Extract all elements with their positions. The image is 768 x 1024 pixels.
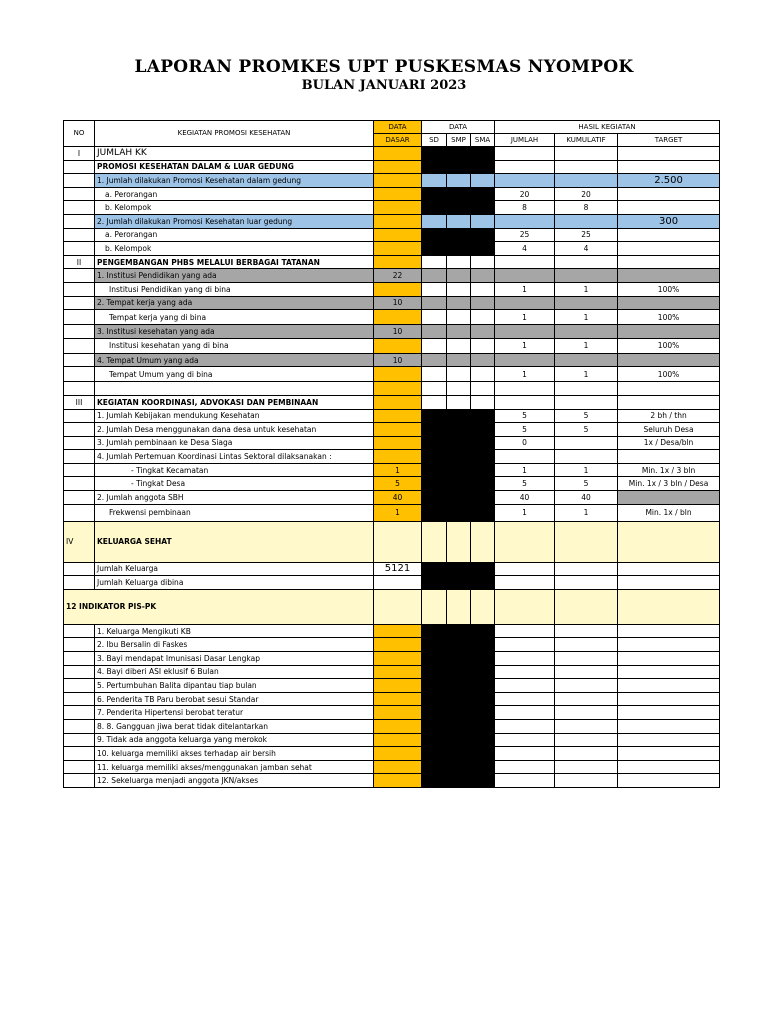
indicator-item: 1. Keluarga Mengikuti KB <box>95 624 374 638</box>
row-label: - Tingkat Kecamatan <box>95 463 374 477</box>
row-jumlah: 0 <box>495 436 555 450</box>
row-label: KELUARGA SEHAT <box>95 521 374 562</box>
table-row <box>64 463 720 477</box>
indicator-item: 6. Penderita TB Paru berobat sesui Standar <box>95 692 374 706</box>
header-no: NO <box>64 121 95 147</box>
row-kumulatif: 5 <box>555 423 618 437</box>
table-row <box>64 269 720 283</box>
indicator-item: 7. Penderita Hipertensi berobat teratur <box>95 706 374 720</box>
table-row <box>64 409 720 423</box>
table-row <box>64 242 720 256</box>
row-target: 100% <box>618 282 720 296</box>
row-dasar: 5121 <box>374 562 422 576</box>
row-jumlah: 1 <box>495 504 555 521</box>
row-label: Jumlah Keluarga <box>95 562 374 576</box>
table-row <box>64 296 720 310</box>
table-row <box>64 589 720 624</box>
table-row <box>64 436 720 450</box>
row-label: b. Kelompok <box>95 242 374 256</box>
section-heading: 12 INDIKATOR PIS-PK <box>64 589 374 624</box>
row-kumulatif: 20 <box>555 187 618 201</box>
row-jumlah: 1 <box>495 310 555 325</box>
table-row <box>64 638 720 652</box>
header-jumlah: JUMLAH <box>495 134 555 147</box>
row-label: a. Perorangan <box>95 187 374 201</box>
row-dasar: 1 <box>374 463 422 477</box>
row-dasar: 1 <box>374 504 422 521</box>
row-kumulatif: 1 <box>555 282 618 296</box>
row-dasar: 22 <box>374 269 422 283</box>
row-jumlah: 25 <box>495 228 555 242</box>
table-row <box>64 282 720 296</box>
row-label: KEGIATAN KOORDINASI, ADVOKASI DAN PEMBINAAN <box>95 395 374 409</box>
row-target: 2 bh / thn <box>618 409 720 423</box>
row-target: 1x / Desa/bln <box>618 436 720 450</box>
header-data-dasar-top: DATA <box>374 121 422 134</box>
row-jumlah: 1 <box>495 463 555 477</box>
row-dasar: 5 <box>374 477 422 491</box>
indicator-item: 9. Tidak ada anggota keluarga yang merokok <box>95 733 374 747</box>
row-label: Tempat kerja yang di bina <box>95 310 374 325</box>
table-row <box>64 747 720 761</box>
row-jumlah: 8 <box>495 201 555 215</box>
table-row <box>64 325 720 339</box>
indicator-item: 5. Pertumbuhan Balita dipantau tiap bulan <box>95 679 374 693</box>
row-kumulatif: 1 <box>555 504 618 521</box>
table-row <box>64 174 720 188</box>
row-target: Min. 1x / bln <box>618 504 720 521</box>
table-row <box>64 733 720 747</box>
header-row-1 <box>64 121 720 134</box>
table-row <box>64 774 720 788</box>
table-row <box>64 692 720 706</box>
table-row <box>64 679 720 693</box>
row-label: b. Kelompok <box>95 201 374 215</box>
table-row <box>64 665 720 679</box>
row-jumlah: 1 <box>495 282 555 296</box>
row-label: 1. Institusi Pendidikan yang ada <box>95 269 374 283</box>
row-label: a. Perorangan <box>95 228 374 242</box>
table-row <box>64 367 720 382</box>
table-row <box>64 624 720 638</box>
table-row <box>64 228 720 242</box>
header-smp: SMP <box>447 134 471 147</box>
row-dasar: 10 <box>374 296 422 310</box>
row-kumulatif: 5 <box>555 477 618 491</box>
table-row-spacer <box>64 382 720 396</box>
table-row <box>64 521 720 562</box>
row-kumulatif: 1 <box>555 338 618 353</box>
row-label: 3. Jumlah pembinaan ke Desa Siaga <box>95 436 374 450</box>
row-jumlah: 1 <box>495 338 555 353</box>
table-row <box>64 652 720 666</box>
row-jumlah: 5 <box>495 477 555 491</box>
header-kumulatif: KUMULATIF <box>555 134 618 147</box>
row-target: Seluruh Desa <box>618 423 720 437</box>
header-data: DATA <box>422 121 495 134</box>
table-row <box>64 706 720 720</box>
table-row <box>64 338 720 353</box>
row-label: 2. Tempat kerja yang ada <box>95 296 374 310</box>
row-no: II <box>64 255 95 269</box>
row-kumulatif: 8 <box>555 201 618 215</box>
row-kumulatif: 1 <box>555 463 618 477</box>
indicator-item: 4. Bayi diberi ASI eklusif 6 Bulan <box>95 665 374 679</box>
table-row <box>64 353 720 367</box>
header-data-dasar-bottom: DASAR <box>374 134 422 147</box>
row-target: 100% <box>618 338 720 353</box>
table-row <box>64 760 720 774</box>
row-label: - Tingkat Desa <box>95 477 374 491</box>
row-kumulatif: 25 <box>555 228 618 242</box>
row-label: 2. Jumlah anggota SBH <box>95 491 374 505</box>
row-jumlah: 5 <box>495 423 555 437</box>
table-row <box>64 477 720 491</box>
header-sma: SMA <box>471 134 495 147</box>
header-hasil: HASIL KEGIATAN <box>495 121 720 134</box>
table-row <box>64 562 720 576</box>
row-target: Min. 1x / 3 bln <box>618 463 720 477</box>
row-dasar: 10 <box>374 353 422 367</box>
row-label: 2. Jumlah Desa menggunakan dana desa untuk kesehatan <box>95 423 374 437</box>
table-row <box>64 147 720 161</box>
table-row <box>64 214 720 228</box>
indicator-item: 12. Sekeluarga menjadi anggota JKN/akses <box>95 774 374 788</box>
indicator-item: 11. keluarga memiliki akses/menggunakan jamban sehat <box>95 760 374 774</box>
row-label: 4. Jumlah Pertemuan Koordinasi Lintas Sektoral dilaksanakan : <box>95 450 374 464</box>
row-no: IV <box>64 521 95 562</box>
table-row <box>64 720 720 734</box>
report-subtitle: BULAN JANUARI 2023 <box>301 78 467 93</box>
row-label: Jumlah Keluarga dibina <box>95 576 374 590</box>
header-target: TARGET <box>618 134 720 147</box>
indicator-item: 8. 8. Gangguan jiwa berat tidak ditelantarkan <box>95 720 374 734</box>
row-label: PENGEMBANGAN PHBS MELALUI BERBAGAI TATANAN <box>95 255 374 269</box>
row-label: 2. Jumlah dilakukan Promosi Kesehatan luar gedung <box>95 214 374 228</box>
row-dasar: 40 <box>374 491 422 505</box>
row-label: Tempat Umum yang di bina <box>95 367 374 382</box>
row-jumlah: 5 <box>495 409 555 423</box>
row-kumulatif: 1 <box>555 310 618 325</box>
row-label: 3. Institusi kesehatan yang ada <box>95 325 374 339</box>
table-row <box>64 255 720 269</box>
table-row <box>64 450 720 464</box>
row-label: PROMOSI KESEHATAN DALAM & LUAR GEDUNG <box>95 160 374 174</box>
table-row <box>64 395 720 409</box>
row-jumlah: 1 <box>495 367 555 382</box>
row-target: 100% <box>618 367 720 382</box>
table-row <box>64 423 720 437</box>
row-jumlah: 4 <box>495 242 555 256</box>
indicator-item: 3. Bayi mendapat Imunisasi Dasar Lengkap <box>95 652 374 666</box>
row-label: Institusi kesehatan yang di bina <box>95 338 374 353</box>
row-jumlah: 40 <box>495 491 555 505</box>
row-target: 2.500 <box>618 174 720 188</box>
table-row <box>64 504 720 521</box>
row-label: JUMLAH KK <box>95 147 374 161</box>
row-kumulatif: 4 <box>555 242 618 256</box>
row-target: 300 <box>618 214 720 228</box>
row-label: Frekwensi pembinaan <box>95 504 374 521</box>
indicator-item: 2. Ibu Bersalin di Faskes <box>95 638 374 652</box>
report-table <box>63 120 720 788</box>
row-dasar: 10 <box>374 325 422 339</box>
row-label: 1. Jumlah Kebijakan mendukung Kesehatan <box>95 409 374 423</box>
row-kumulatif: 40 <box>555 491 618 505</box>
table-row <box>64 310 720 325</box>
table-row <box>64 491 720 505</box>
table-row <box>64 187 720 201</box>
row-no: III <box>64 395 95 409</box>
row-jumlah: 20 <box>495 187 555 201</box>
row-label: 4. Tempat Umum yang ada <box>95 353 374 367</box>
row-target: 100% <box>618 310 720 325</box>
table-row <box>64 160 720 174</box>
row-kumulatif: 1 <box>555 367 618 382</box>
report-title: LAPORAN PROMKES UPT PUSKESMAS NYOMPOK <box>134 57 634 77</box>
table-row <box>64 201 720 215</box>
row-label: 1. Jumlah dilakukan Promosi Kesehatan dalam gedung <box>95 174 374 188</box>
row-label: Institusi Pendidikan yang di bina <box>95 282 374 296</box>
header-sd: SD <box>422 134 447 147</box>
indicator-item: 10. keluarga memiliki akses terhadap air bersih <box>95 747 374 761</box>
table-row <box>64 576 720 590</box>
row-no: I <box>64 147 95 161</box>
row-kumulatif: 5 <box>555 409 618 423</box>
row-target: Min. 1x / 3 bln / Desa <box>618 477 720 491</box>
header-kegiatan: KEGIATAN PROMOSI KESEHATAN <box>95 121 374 147</box>
